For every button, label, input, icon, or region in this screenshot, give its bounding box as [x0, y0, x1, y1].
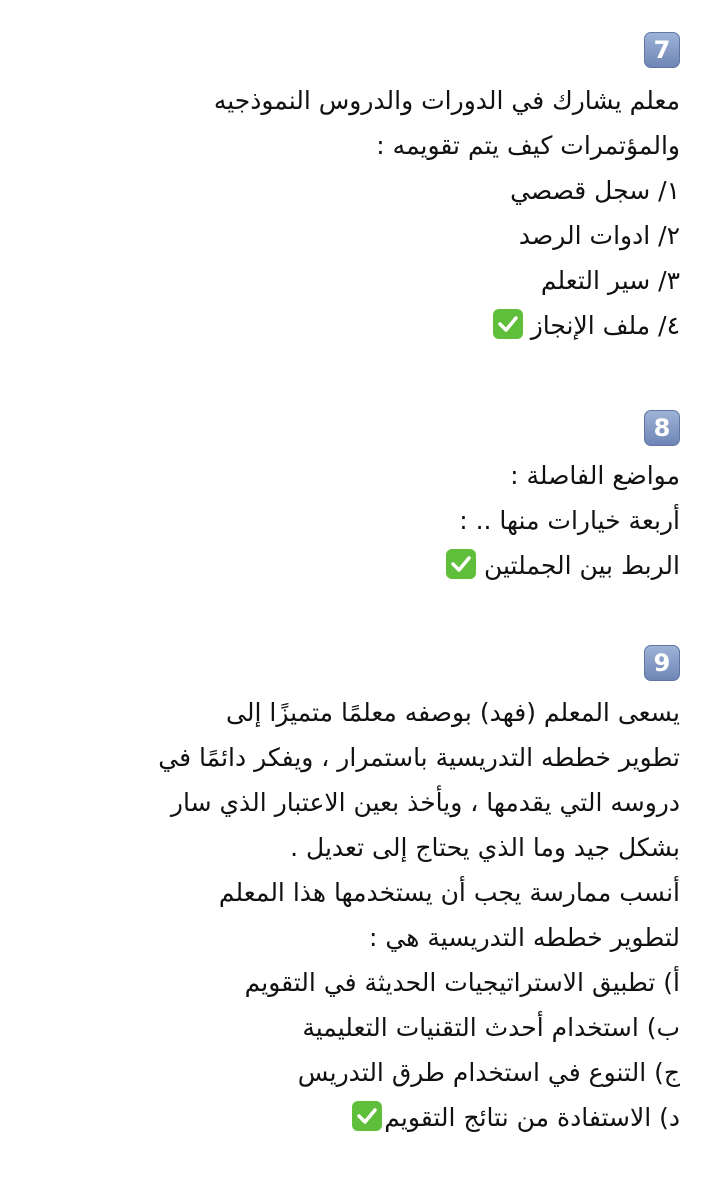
- question-text: لتطوير خططه التدريسية هي :: [369, 923, 680, 952]
- question-text: يسعى المعلم (فهد) بوصفه معلمًا متميزًا إلى: [226, 698, 680, 727]
- option-4-correct: [40, 303, 680, 348]
- option-3: ٣/ سير التعلم: [540, 266, 680, 295]
- check-mark-icon: [493, 309, 523, 339]
- option-2: ٢/ ادوات الرصد: [518, 221, 680, 250]
- question-text: معلم يشارك في الدورات والدروس النموذجيه: [213, 86, 680, 115]
- number-badge-7-icon: [644, 32, 680, 68]
- question-7: [40, 78, 680, 348]
- question-text: مواضع الفاصلة :: [510, 461, 680, 490]
- question-9: [40, 690, 680, 1140]
- option-text: د) الاستفادة من نتائج التقويم: [384, 1103, 680, 1132]
- question-text: والمؤتمرات كيف يتم تقويمه :: [376, 131, 680, 160]
- option-1: ١/ سجل قصصي: [510, 176, 680, 205]
- number-badge-9-icon: [644, 645, 680, 681]
- check-mark-icon: [352, 1101, 382, 1131]
- question-8: [40, 453, 680, 588]
- check-mark-icon: [446, 549, 476, 579]
- answer-correct: [40, 543, 680, 588]
- option-text: ٤/ ملف الإنجاز: [530, 311, 680, 340]
- number-badge-8-icon: [644, 410, 680, 446]
- question-text: أربعة خيارات منها .. :: [459, 506, 680, 535]
- option-d-correct: [40, 1095, 680, 1140]
- question-number: 9: [653, 649, 671, 677]
- question-text: بشكل جيد وما الذي يحتاج إلى تعديل .: [290, 833, 680, 862]
- question-text: تطوير خططه التدريسية باستمرار ، ويفكر دائمًا في: [158, 743, 680, 772]
- option-a: أ) تطبيق الاستراتيجيات الحديثة في التقويم: [244, 968, 680, 997]
- question-number: 7: [653, 36, 671, 64]
- question-number: 8: [653, 414, 671, 442]
- option-b: ب) استخدام أحدث التقنيات التعليمية: [302, 1013, 680, 1042]
- question-text: دروسه التي يقدمها ، ويأخذ بعين الاعتبار الذي سار: [170, 788, 680, 817]
- option-c: ج) التنوع في استخدام طرق التدريس: [297, 1058, 680, 1087]
- answer-text: الربط بين الجملتين: [483, 551, 680, 580]
- question-text: أنسب ممارسة يجب أن يستخدمها هذا المعلم: [218, 878, 680, 907]
